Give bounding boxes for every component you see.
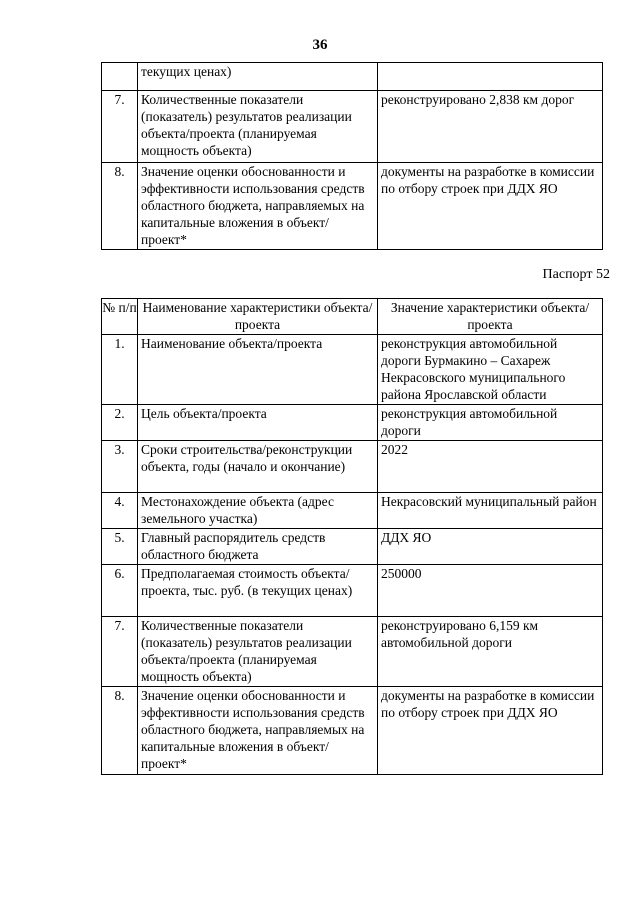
table-row xyxy=(102,493,603,529)
object-passport-table xyxy=(101,298,603,775)
row-number: 5. xyxy=(102,529,138,565)
characteristic-name: Количественные показатели (показатель) результатов реализации объекта/проекта (планируемая мощность объекта) xyxy=(138,617,378,687)
row-number: 4. xyxy=(102,493,138,529)
characteristic-name: Количественные показатели (показатель) результатов реализации объекта/проекта (планируемая мощность объекта) xyxy=(138,91,378,163)
characteristic-value: реконструировано 2,838 км дорог xyxy=(378,91,603,163)
characteristic-name: Значение оценки обоснованности и эффективности использования средств областного бюджета, направляемых на капитальные вложения в объект/проект* xyxy=(138,163,378,250)
row-number xyxy=(102,63,138,91)
table-row xyxy=(102,63,603,91)
table-row xyxy=(102,91,603,163)
characteristic-name: Предполагаемая стоимость объекта/проекта, тыс. руб. (в текущих ценах) xyxy=(138,565,378,617)
table-row xyxy=(102,617,603,687)
table-row xyxy=(102,335,603,405)
characteristic-value: документы на разработке в комиссии по отбору строек при ДДХ ЯО xyxy=(378,163,603,250)
characteristic-value: 2022 xyxy=(378,441,603,493)
characteristic-value: Некрасовский муниципальный район xyxy=(378,493,603,529)
characteristic-name: Главный распорядитель средств областного бюджета xyxy=(138,529,378,565)
characteristic-value: ДДХ ЯО xyxy=(378,529,603,565)
table-row xyxy=(102,687,603,775)
table-row xyxy=(102,405,603,441)
row-number: 8. xyxy=(102,163,138,250)
characteristic-value: 250000 xyxy=(378,565,603,617)
table-row xyxy=(102,529,603,565)
characteristic-name: Местонахождение объекта (адрес земельного участка) xyxy=(138,493,378,529)
passport-label: Паспорт 52 xyxy=(542,267,610,282)
table-row xyxy=(102,565,603,617)
characteristic-value: реконструировано 6,159 км автомобильной дороги xyxy=(378,617,603,687)
characteristic-name: текущих ценах) xyxy=(138,63,378,91)
row-number: 1. xyxy=(102,335,138,405)
characteristic-name: Сроки строительства/реконструкции объекта, годы (начало и окончание) xyxy=(138,441,378,493)
table-header-row xyxy=(102,299,603,335)
row-number: 3. xyxy=(102,441,138,493)
row-number: 7. xyxy=(102,617,138,687)
characteristic-name: Наименование объекта/проекта xyxy=(138,335,378,405)
characteristic-name: Значение оценки обоснованности и эффективности использования средств областного бюджета, направляемых на капитальные вложения в объект/проект* xyxy=(138,687,378,775)
row-number: 7. xyxy=(102,91,138,163)
row-number: 2. xyxy=(102,405,138,441)
characteristic-value: документы на разработке в комиссии по отбору строек при ДДХ ЯО xyxy=(378,687,603,775)
column-header-value: Значение характеристики объекта/проекта xyxy=(378,299,603,335)
row-number: 6. xyxy=(102,565,138,617)
table-row xyxy=(102,441,603,493)
characteristic-value: реконструкция автомобильной дороги xyxy=(378,405,603,441)
page-number: 36 xyxy=(312,37,328,53)
column-header-number: № п/п xyxy=(102,299,138,335)
characteristic-name: Цель объекта/проекта xyxy=(138,405,378,441)
characteristic-value xyxy=(378,63,603,91)
column-header-name: Наименование характеристики объекта/проекта xyxy=(138,299,378,335)
object-table-continued xyxy=(101,62,603,250)
row-number: 8. xyxy=(102,687,138,775)
table-row xyxy=(102,163,603,250)
characteristic-value: реконструкция автомобильной дороги Бурмакино – Сахареж Некрасовского муниципального района Ярославской области xyxy=(378,335,603,405)
